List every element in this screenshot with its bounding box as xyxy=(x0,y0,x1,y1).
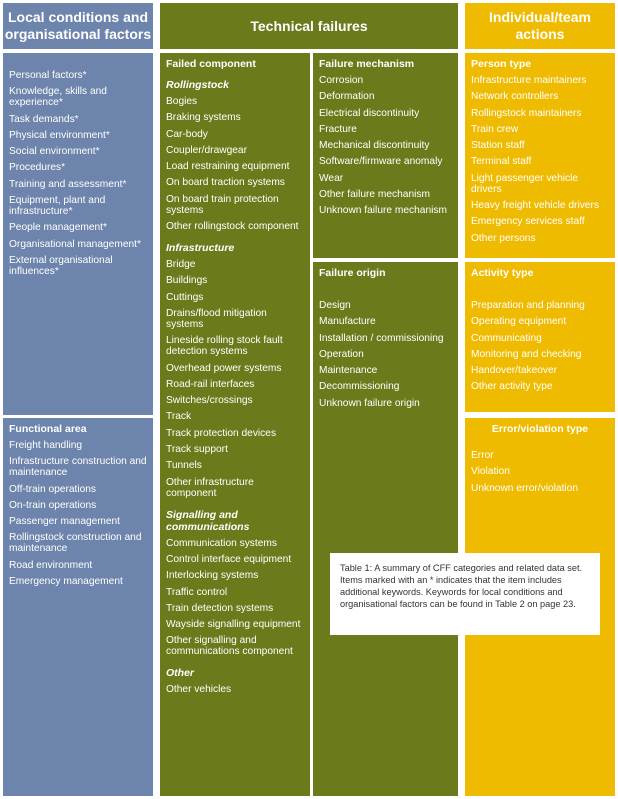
list-item: Cuttings xyxy=(166,291,204,303)
failure-origin-list xyxy=(319,300,452,409)
list-item: Track xyxy=(166,411,192,423)
component-group-heading: Infrastructure xyxy=(166,242,235,255)
list-item: Equipment, plant and infrastructure* xyxy=(9,195,106,218)
list-item: Emergency services staff xyxy=(471,216,585,228)
functional-area-list xyxy=(9,440,147,587)
list-item: Mechanical discontinuity xyxy=(319,140,430,152)
local-conditions-list xyxy=(9,70,147,277)
list-item: Track protection devices xyxy=(166,427,277,439)
list-item: Road environment xyxy=(9,559,93,571)
list-item: Network controllers xyxy=(471,91,559,103)
list-item: Other rollingstock component xyxy=(166,221,299,233)
list-item: Unknown failure mechanism xyxy=(319,205,447,217)
individual-team-actions-header: Individual/team actions xyxy=(465,3,615,49)
list-item: Infrastructure construction and maintenance xyxy=(9,456,147,479)
list-item: Off-train operations xyxy=(9,483,97,495)
list-item: Social environment* xyxy=(9,146,100,158)
list-item: Deformation xyxy=(319,91,375,103)
list-item: Train detection systems xyxy=(166,602,274,614)
list-item: Preparation and planning xyxy=(471,300,585,311)
person-type-title: Person type xyxy=(471,58,532,70)
list-item: Emergency management xyxy=(9,576,123,588)
list-item: Operating equipment xyxy=(471,316,567,328)
list-item: Training and assessment* xyxy=(9,178,127,190)
list-item: Other signalling and communications component xyxy=(166,635,293,658)
component-group-heading: Other xyxy=(166,667,195,680)
list-item: Wayside signalling equipment xyxy=(166,619,301,631)
list-item: Physical environment* xyxy=(9,129,110,141)
list-item: Other activity type xyxy=(471,381,553,393)
list-item: Other persons xyxy=(471,232,536,244)
component-group-heading: Rollingstock xyxy=(166,79,230,91)
list-item: Corrosion xyxy=(319,75,364,86)
list-item: Bogies xyxy=(166,96,198,107)
list-item: Coupler/drawgear xyxy=(166,144,247,156)
failure-mechanism-list xyxy=(319,75,452,216)
list-item: Load restraining equipment xyxy=(166,161,290,173)
list-item: Handover/takeover xyxy=(471,365,558,377)
list-item: Control interface equipment xyxy=(166,553,292,565)
list-item: Buildings xyxy=(166,275,208,287)
failure-mechanism-panel xyxy=(313,53,458,258)
list-item: People management* xyxy=(9,222,107,234)
list-item: Bridge xyxy=(166,259,196,271)
list-item: Organisational management* xyxy=(9,238,141,250)
list-item: Monitoring and checking xyxy=(471,348,582,360)
list-item: Traffic control xyxy=(166,586,228,598)
component-group-list xyxy=(166,96,304,232)
list-item: Heavy freight vehicle drivers xyxy=(471,200,599,212)
list-item: Task demands* xyxy=(9,113,79,125)
list-item: Braking systems xyxy=(166,112,241,124)
component-group-list xyxy=(166,538,304,658)
person-type-panel xyxy=(465,53,615,258)
technical-failures-header: Technical failures xyxy=(160,3,458,49)
list-item: Rollingstock construction and maintenance xyxy=(9,532,142,555)
list-item: Procedures* xyxy=(9,162,66,174)
list-item: Violation xyxy=(471,466,510,478)
list-item: Electrical discontinuity xyxy=(319,107,420,119)
list-item: Maintenance xyxy=(319,365,378,377)
failure-mechanism-title: Failure mechanism xyxy=(319,58,415,70)
list-item: Overhead power systems xyxy=(166,362,282,374)
list-item: Road-rail interfaces xyxy=(166,378,255,390)
list-item: Other failure mechanism xyxy=(319,189,430,201)
failed-component-panel xyxy=(160,53,310,796)
list-item: Design xyxy=(319,300,351,311)
list-item: Infrastructure maintainers xyxy=(471,75,587,86)
list-item: On board train protection systems xyxy=(166,193,279,216)
list-item: Station staff xyxy=(471,140,525,152)
component-group-list xyxy=(166,259,304,499)
list-item: Drains/flood mitigation systems xyxy=(166,307,267,330)
list-item: On-train operations xyxy=(9,499,97,511)
list-item: Track support xyxy=(166,444,228,456)
list-item: Installation / commissioning xyxy=(319,332,444,344)
activity-type-title: Activity type xyxy=(471,267,534,279)
list-item: Interlocking systems xyxy=(166,570,259,582)
functional-area-panel xyxy=(3,418,153,796)
error-violation-title: Error/violation type xyxy=(491,423,589,435)
list-item: Unknown failure origin xyxy=(319,397,420,409)
list-item: Terminal staff xyxy=(471,156,532,168)
list-item: Rollingstock maintainers xyxy=(471,107,582,119)
list-item: Communicating xyxy=(471,332,542,344)
list-item: Passenger management xyxy=(9,516,120,528)
failure-origin-panel xyxy=(313,262,458,796)
local-conditions-panel xyxy=(3,53,153,415)
list-item: Personal factors* xyxy=(9,70,87,81)
list-item: Tunnels xyxy=(166,460,202,472)
error-violation-list xyxy=(471,450,609,494)
failed-component-groups xyxy=(166,79,304,695)
list-item: Unknown error/violation xyxy=(471,482,579,494)
local-conditions-header: Local conditions and organisational factors xyxy=(3,3,153,49)
person-type-list xyxy=(471,75,609,244)
table-caption: Table 1: A summary of CFF categories and related data set. Items marked with an * indicates that the item includes additional keywords. Keywords for local conditions and organisational factors can be found in Table 2 on page 23. xyxy=(330,553,600,635)
component-group-heading: Signalling and communications xyxy=(166,508,250,533)
list-item: Manufacture xyxy=(319,316,376,328)
list-item: Other infrastructure component xyxy=(166,476,254,499)
list-item: External organisational influences* xyxy=(9,254,113,277)
functional-area-title: Functional area xyxy=(9,423,87,435)
activity-type-list xyxy=(471,300,609,392)
list-item: Switches/crossings xyxy=(166,395,253,407)
list-item: Train crew xyxy=(471,123,519,135)
list-item: Other vehicles xyxy=(166,684,232,696)
list-item: Knowledge, skills and experience* xyxy=(9,86,107,109)
activity-type-panel xyxy=(465,262,615,412)
component-group-list xyxy=(166,684,304,695)
list-item: Light passenger vehicle drivers xyxy=(471,172,579,195)
list-item: Software/firmware anomaly xyxy=(319,156,443,168)
list-item: Operation xyxy=(319,348,364,360)
list-item: Decommissioning xyxy=(319,381,400,393)
list-item: On board traction systems xyxy=(166,177,285,189)
failed-component-title: Failed component xyxy=(166,58,256,70)
list-item: Car-body xyxy=(166,128,208,140)
list-item: Communication systems xyxy=(166,537,277,549)
list-item: Freight handling xyxy=(9,440,83,451)
failure-origin-title: Failure origin xyxy=(319,267,386,279)
list-item: Error xyxy=(471,450,494,461)
list-item: Wear xyxy=(319,172,344,184)
list-item: Lineside rolling stock fault detection systems xyxy=(166,335,283,358)
list-item: Fracture xyxy=(319,123,357,135)
